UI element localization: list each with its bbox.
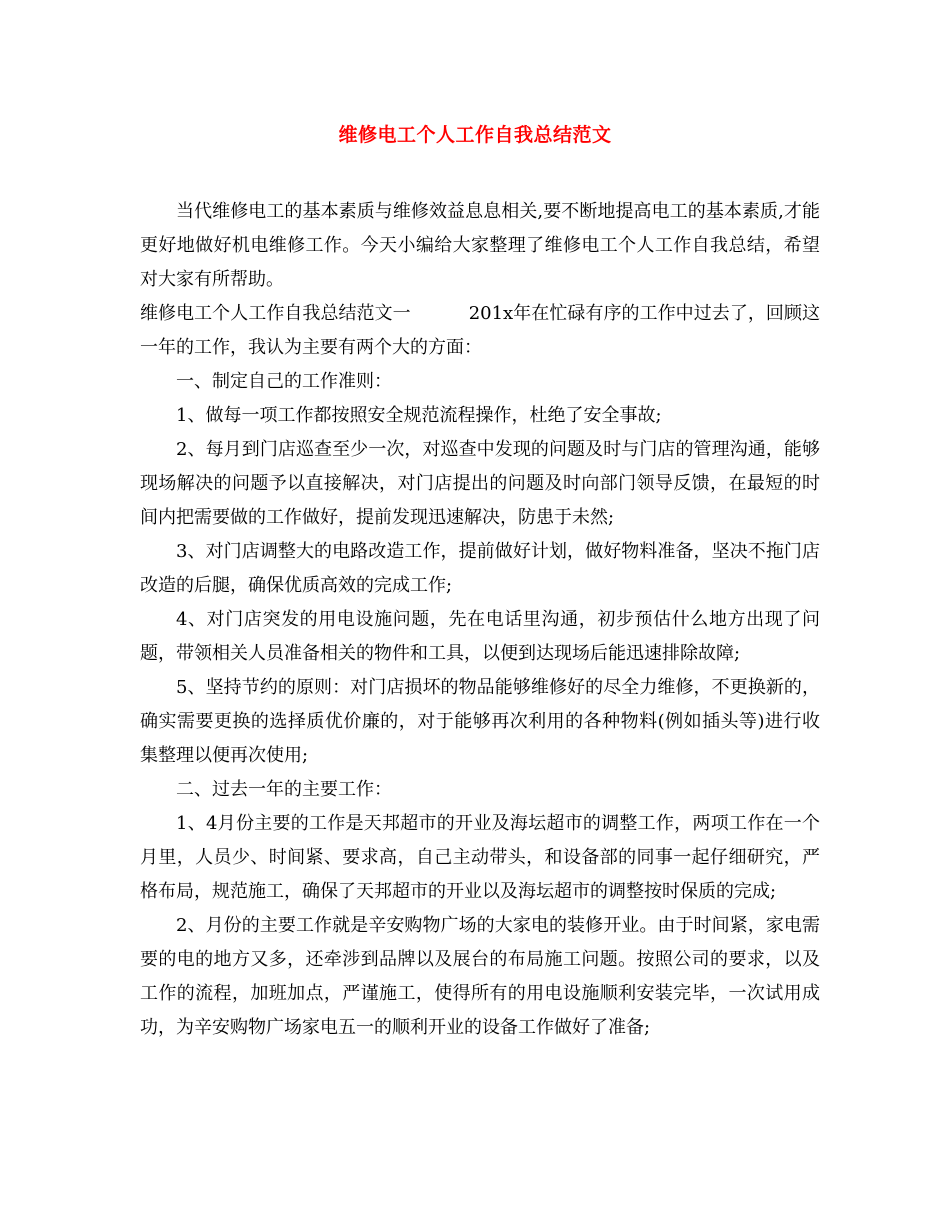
rule-item-2: 2、每月到门店巡查至少一次，对巡查中发现的问题及时与门店的管理沟通，能够现场解决的问题予以直接解决，对门店提出的问题及时向部门领导反馈，在最短的时间内把需要做的工作做好，提前发现迅速解决，防患于未然; xyxy=(140,439,820,528)
rule-item-3: 3、对门店调整大的电路改造工作，提前做好计划，做好物料准备，坚决不拖门店改造的后腿，确保优质高效的完成工作; xyxy=(140,541,820,596)
rule-item-4: 4、对门店突发的用电设施问题，先在电话里沟通，初步预估什么地方出现了问题，带领相关人员准备相关的物件和工具，以便到达现场后能迅速排除故障; xyxy=(140,609,820,664)
section-lead: 201x年在忙碌有序的工作中过去了，回顾这一年的工作，我认为主要有两个大的方面： xyxy=(140,303,820,358)
work-item-2: 2、月份的主要工作就是辛安购物广场的大家电的装修开业。由于时间紧，家电需要的电的地方又多，还牵涉到品牌以及展台的布局施工问题。按照公司的要求，以及工作的流程，加班加点，严谨施工，使得所有的用电设施顺利安装完毕，一次试用成功，为辛安购物广场家电五一的顺利开业的设备工作做好了准备; xyxy=(140,915,820,1038)
document-title: 维修电工个人工作自我总结范文 xyxy=(338,124,612,146)
work-heading: 二、过去一年的主要工作： xyxy=(176,779,392,800)
document-body xyxy=(140,195,820,1045)
section-heading: 维修电工个人工作自我总结范文一 xyxy=(140,303,411,324)
work-item-1: 1、4月份主要的工作是天邦超市的开业及海坛超市的调整工作，两项工作在一个月里，人员少、时间紧、要求高，自己主动带头，和设备部的同事一起仔细研究，严格布局，规范施工，确保了天邦超市的开业以及海坛超市的调整按时保质的完成; xyxy=(140,813,820,902)
rule-item-5: 5、坚持节约的原则：对门店损坏的物品能够维修好的尽全力维修，不更换新的，确实需要更换的选择质优价廉的，对于能够再次利用的各种物料(例如插头等)进行收集整理以便再次使用; xyxy=(140,677,820,766)
section-first-line xyxy=(140,297,820,365)
rules-heading: 一、制定自己的工作准则： xyxy=(176,371,392,392)
intro-paragraph: 当代维修电工的基本素质与维修效益息息相关,要不断地提高电工的基本素质,才能更好地做好机电维修工作。今天小编给大家整理了维修电工个人工作自我总结，希望对大家有所帮助。 xyxy=(140,201,820,290)
rule-item-1: 1、做每一项工作都按照安全规范流程操作，杜绝了安全事故; xyxy=(176,405,662,426)
